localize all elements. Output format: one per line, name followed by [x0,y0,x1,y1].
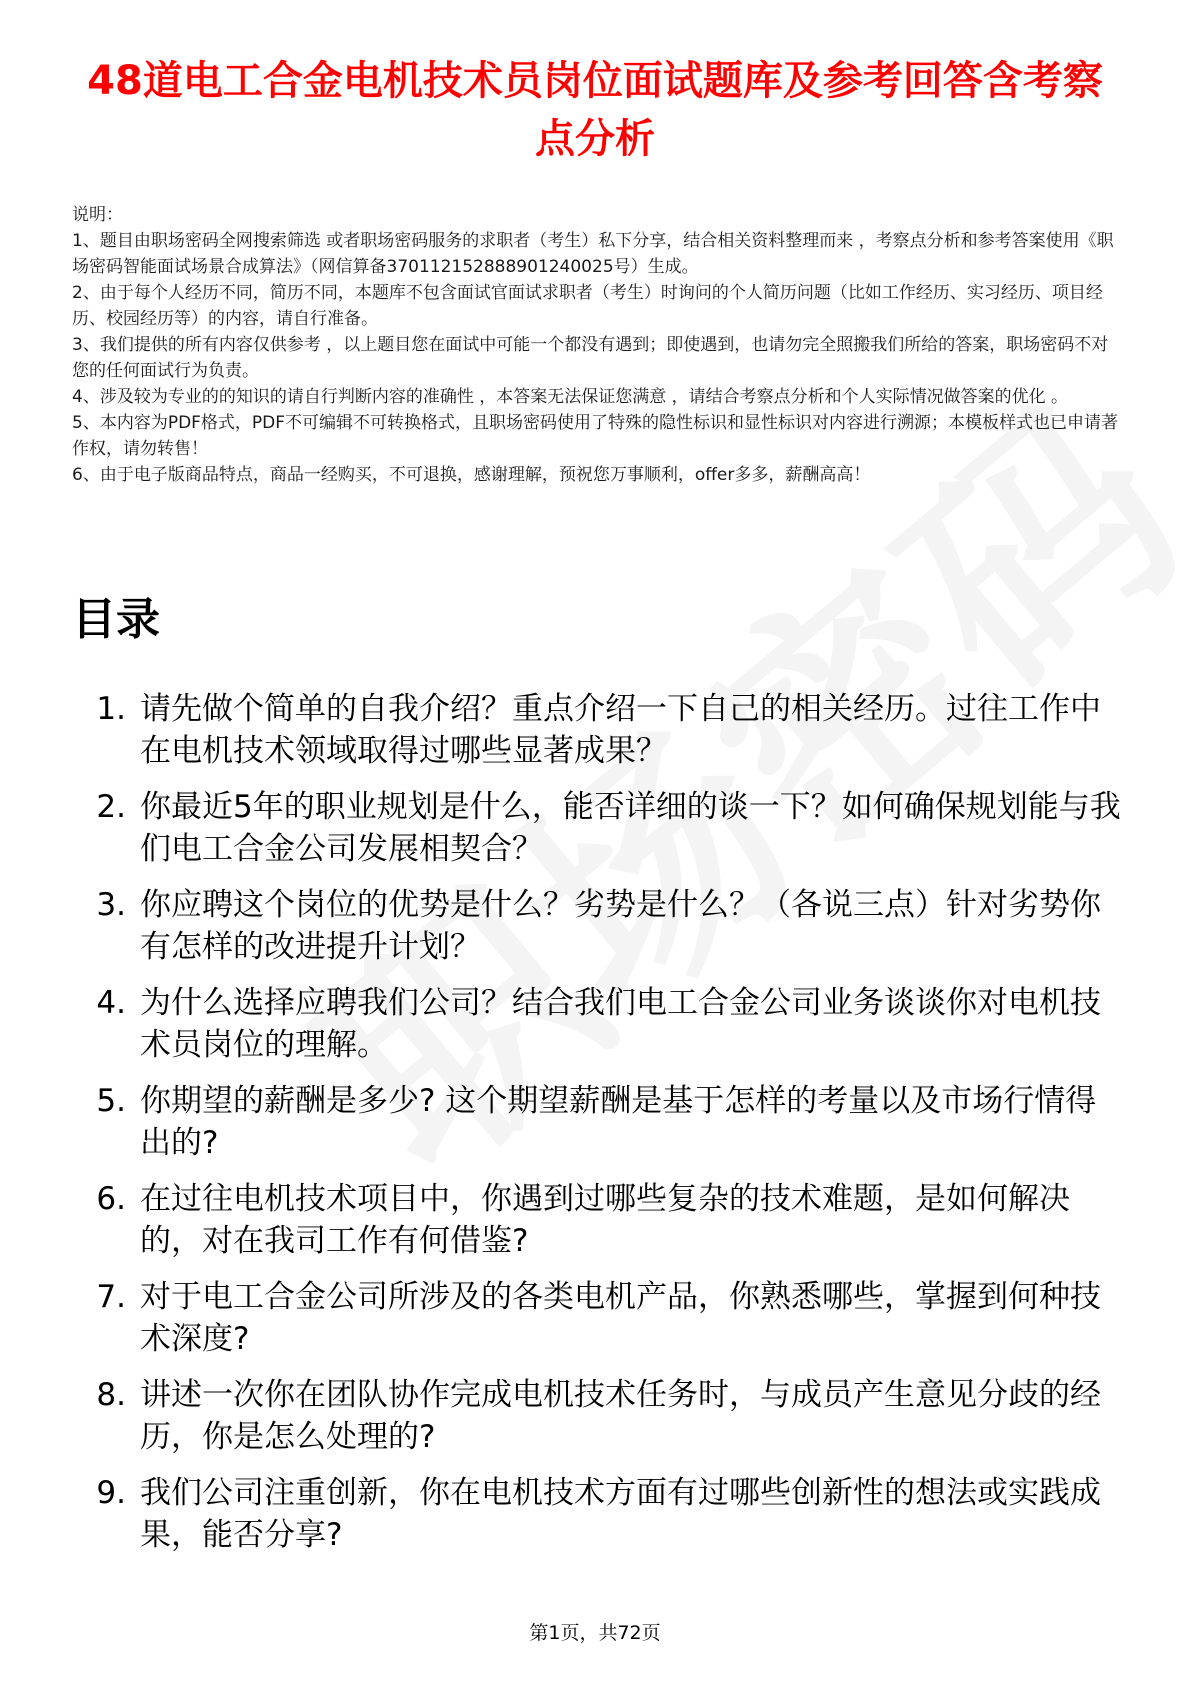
question-number: 8. [96,1377,126,1413]
question-list [72,688,1122,1570]
question-item [72,1276,1122,1360]
question-number: 7. [96,1279,126,1315]
question-item [72,884,1122,968]
question-text: 你最近5年的职业规划是什么，能否详细的谈一下？如何确保规划能与我们电工合金公司发展相契合？ [140,789,1121,867]
notes-section [72,202,1122,488]
question-number: 1. [96,691,126,727]
toc-heading: 目录 [72,594,160,645]
question-number: 2. [96,789,126,825]
question-item [72,688,1122,772]
question-text: 对于电工合金公司所涉及的各类电机产品，你熟悉哪些，掌握到何种技术深度? [140,1279,1101,1357]
question-item [72,982,1122,1066]
question-text: 我们公司注重创新，你在电机技术方面有过哪些创新性的想法或实践成果，能否分享? [140,1475,1101,1553]
question-item [72,1374,1122,1458]
question-number: 3. [96,887,126,923]
page-footer: 第1页，共72页 [529,1622,661,1644]
question-text: 请先做个简单的自我介绍？重点介绍一下自己的相关经历。过往工作中在电机技术领域取得过哪些显著成果？ [140,691,1101,769]
question-number: 6. [96,1181,126,1217]
notes-label: 说明： [72,205,123,225]
question-number: 9. [96,1475,126,1511]
note-item: 1、题目由职场密码全网搜索筛选 或者职场密码服务的求职者（考生）私下分享，结合相关资料整理而来 ，考察点分析和参考答案使用《职场密码智能面试场景合成算法》（网信算备370112152888901240025号）生成。 [72,231,1114,277]
question-item [72,786,1122,870]
question-item [72,1472,1122,1556]
question-text: 为什么选择应聘我们公司？结合我们电工合金公司业务谈谈你对电机技术员岗位的理解。 [140,985,1101,1063]
question-item [72,1178,1122,1262]
note-item: 3、我们提供的所有内容仅供参考 ，以上题目您在面试中可能一个都没有遇到；即使遇到，也请勿完全照搬我们所给的答案，职场密码不对您的任何面试行为负责。 [72,335,1109,381]
question-text: 你期望的薪酬是多少? 这个期望薪酬是基于怎样的考量以及市场行情得出的? [140,1083,1097,1161]
note-item: 4、涉及较为专业的的知识的请自行判断内容的准确性 ，本答案无法保证您满意 ，请结合考察点分析和个人实际情况做答案的优化 。 [72,387,1069,407]
question-text: 你应聘这个岗位的优势是什么？劣势是什么？（各说三点）针对劣势你有怎样的改进提升计划？ [140,887,1101,965]
question-item [72,1080,1122,1164]
document-title: 48道电工合金电机技术员岗位面试题库及参考回答含考察点分析 [87,58,1103,162]
question-text: 讲述一次你在团队协作完成电机技术任务时，与成员产生意见分歧的经历，你是怎么处理的? [140,1377,1101,1455]
note-item: 6、由于电子版商品特点，商品一经购买，不可退换，感谢理解，预祝您万事顺利，offer多多，薪酬高高！ [72,465,871,485]
question-number: 4. [96,985,126,1021]
question-text: 在过往电机技术项目中，你遇到过哪些复杂的技术难题，是如何解决的，对在我司工作有何借鉴? [140,1181,1070,1259]
note-item: 5、本内容为PDF格式，PDF不可编辑不可转换格式，且职场密码使用了特殊的隐性标识和显性标识对内容进行溯源；本模板样式也已申请著作权，请勿转售！ [72,413,1119,459]
note-item: 2、由于每个人经历不同，简历不同，本题库不包含面试官面试求职者（考生）时询问的个人简历问题（比如工作经历、实习经历、项目经历、校园经历等）的内容，请自行准备。 [72,283,1103,329]
question-number: 5. [96,1083,126,1119]
